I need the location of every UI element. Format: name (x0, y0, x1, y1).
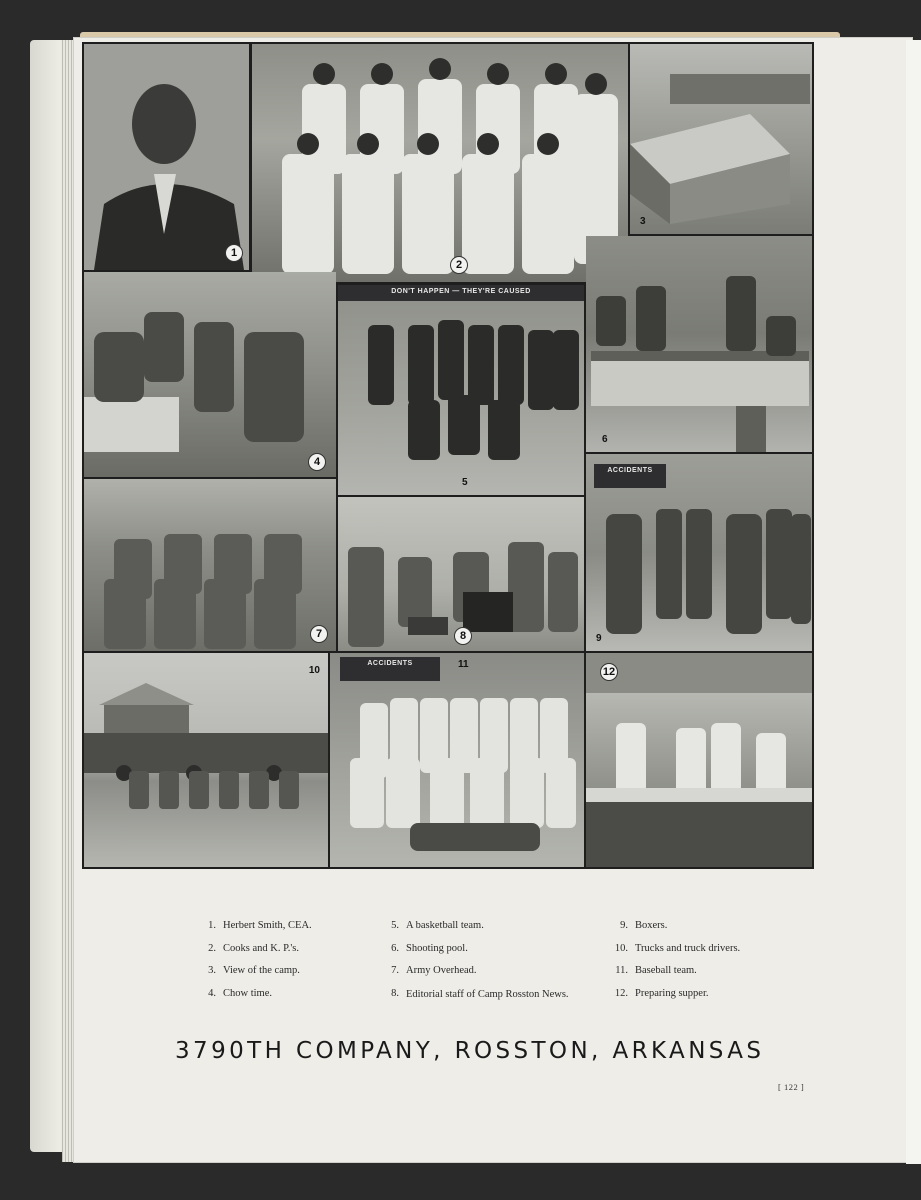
caption-text: Cooks and K. P.'s. (223, 942, 299, 954)
caption-item: 9. Boxers. (612, 915, 782, 938)
photo-4-chow-time (84, 272, 336, 477)
photo-number-4: 4 (308, 453, 326, 471)
photo-collage (82, 42, 814, 869)
page-heading: 3790TH COMPANY, ROSSTON, ARKANSAS (175, 1038, 765, 1064)
photo-number-3: 3 (640, 216, 646, 227)
photo-8-editorial-staff (338, 497, 584, 651)
photo-9-boxers (586, 454, 812, 651)
page-number: [ 122 ] (778, 1082, 805, 1092)
caption-text: Preparing supper. (635, 987, 709, 999)
caption-item: 8. Editorial staff of Camp Rosston News. (383, 983, 588, 1006)
photo-number-6: 6 (602, 434, 608, 445)
boxing-figures (586, 454, 812, 651)
caption-item: 12. Preparing supper. (612, 983, 782, 1006)
captions-column-1 (200, 915, 350, 1005)
caption-text: Army Overhead. (406, 965, 477, 976)
caption-item: 5. A basketball team. (383, 915, 588, 938)
caption-item: 7. Army Overhead. (383, 960, 588, 983)
overhead-group (84, 479, 336, 651)
page-right-edge (906, 40, 921, 1164)
photo-7-army-overhead (84, 479, 336, 651)
captions-column-3 (612, 915, 782, 1005)
mess-hall-figures (84, 272, 336, 477)
photo-number-2: 2 (450, 256, 468, 274)
photo-number-7: 7 (310, 625, 328, 643)
caption-text: Shooting pool. (406, 942, 468, 954)
photo-number-9: 9 (596, 633, 602, 644)
accidents-sign: ACCIDENTS (594, 464, 666, 488)
photo-number-8: 8 (454, 627, 472, 645)
caption-text: A basketball team. (406, 920, 484, 931)
group-figures (252, 44, 628, 282)
caption-item: 10. Trucks and truck drivers. (612, 938, 782, 961)
caption-text: Boxers. (635, 920, 668, 931)
barracks-illustration (630, 44, 812, 234)
photo-number-11: 11 (458, 659, 469, 670)
caption-text: Editorial staff of Camp Rosston News. (406, 988, 569, 1000)
captions-column-2 (383, 915, 588, 1005)
caption-item: 2. Cooks and K. P.'s. (200, 938, 350, 961)
caption-item: 4. Chow time. (200, 983, 350, 1006)
photo-12-preparing-supper (586, 653, 812, 867)
photo-5-basketball (338, 285, 584, 495)
photo-3-camp-view (630, 44, 812, 234)
photo-number-5: 5 (462, 477, 468, 488)
safety-sign: DON'T HAPPEN — THEY'RE CAUSED (338, 285, 584, 301)
photo-1-portrait (84, 44, 249, 270)
caption-item: 11. Baseball team. (612, 960, 782, 983)
photo-number-1: 1 (225, 244, 243, 262)
photo-10-trucks (84, 653, 328, 867)
photo-11-baseball (330, 653, 584, 867)
truck-convoy (84, 653, 328, 867)
basketball-players (338, 285, 584, 495)
caption-text: Herbert Smith, CEA. (223, 920, 312, 931)
portrait-figure (84, 44, 249, 270)
photo-number-12: 12 (600, 663, 618, 681)
baseball-team (330, 653, 584, 867)
photo-6-pool (586, 236, 812, 452)
photo-2-cooks (252, 44, 628, 282)
caption-item: 1. Herbert Smith, CEA. (200, 915, 350, 938)
caption-item: 6. Shooting pool. (383, 938, 588, 961)
caption-text: View of the camp. (223, 965, 300, 976)
caption-item: 3. View of the camp. (200, 960, 350, 983)
caption-text: Trucks and truck drivers. (635, 942, 741, 954)
kitchen-scene (586, 653, 812, 867)
caption-text: Baseball team. (635, 965, 697, 976)
caption-text: Chow time. (223, 987, 272, 999)
photo-number-10: 10 (308, 665, 320, 676)
pool-table (586, 236, 812, 452)
accidents-sign: ACCIDENTS (340, 657, 440, 681)
